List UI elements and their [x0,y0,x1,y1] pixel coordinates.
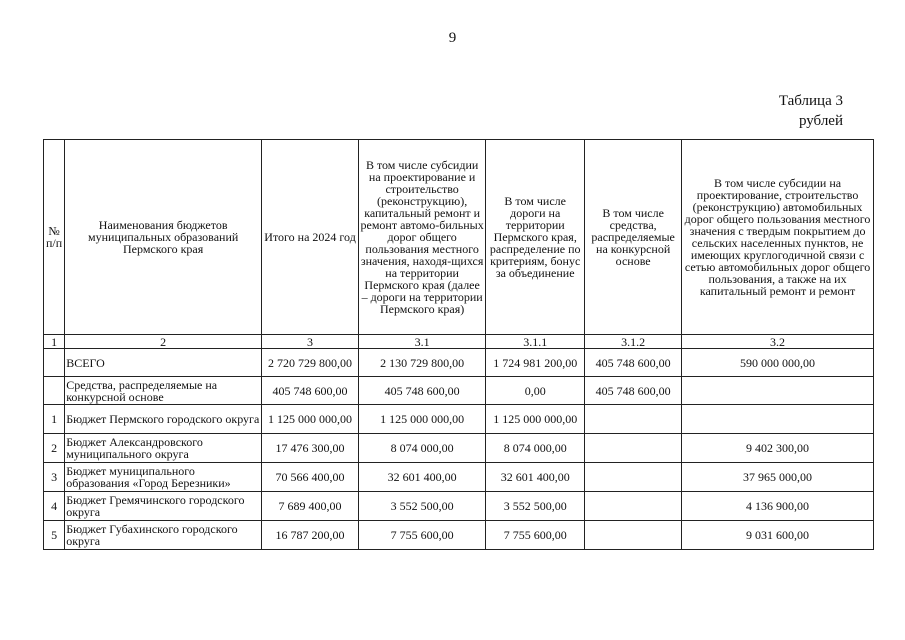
cell-3-2: 37 965 000,00 [682,463,874,492]
table-row [44,521,874,550]
subsidy-table [43,139,874,550]
page-number: 9 [448,30,457,46]
column-number: 1 [44,335,65,349]
cell-3-2: 4 136 900,00 [682,492,874,521]
header-row [44,140,874,335]
header-number: № п/п [44,140,65,335]
cell-3-1: 32 601 400,00 [359,463,486,492]
header-criteria-distribution: В том числе дороги на территории Пермского края, распределение по критериям, бонус за объединение [486,140,585,335]
cell-3-1-2 [585,405,682,434]
header-subsidies-roads: В том числе субсидии на проектирование и строительство (реконструкцию), капитальный ремонт и ремонт автомо-бильных дорог общего пользования местного значения, находя-щихся на территории Пермского края (далее – дороги на территории Пермского края) [359,140,486,335]
header-competitive: В том числе средства, распределяемые на конкурсной основе [585,140,682,335]
row-number: 1 [44,405,65,434]
cell-3-1: 8 074 000,00 [359,434,486,463]
cell-total: 16 787 200,00 [262,521,359,550]
cell-3-1-1: 1 724 981 200,00 [486,349,585,377]
cell-3-1-1: 8 074 000,00 [486,434,585,463]
cell-3-1-1: 1 125 000 000,00 [486,405,585,434]
column-number: 3.1.1 [486,335,585,349]
column-number: 3 [262,335,359,349]
cell-total: 2 720 729 800,00 [262,349,359,377]
row-name: Бюджет Губахинского городского округа [65,521,262,550]
table-row [44,492,874,521]
header-budget-name: Наименования бюджетов муниципальных образований Пермского края [65,140,262,335]
row-number [44,349,65,377]
table-row [44,434,874,463]
cell-3-2: 9 031 600,00 [682,521,874,550]
header-rural-roads: В том числе субсидии на проектирование, строительство (реконструкцию) автомобильных дорог общего пользования местного значения с твердым покрытием до сельских населенных пунктов, не имеющих круглогодичной связи с сетью автомобильных дорог общего пользования, а также на их капитальный ремонт и ремонт [682,140,874,335]
row-name: Средства, распределяемые на конкурсной основе [65,377,262,405]
cell-3-1-2: 405 748 600,00 [585,377,682,405]
cell-3-1-2 [585,434,682,463]
cell-3-1-2 [585,492,682,521]
row-number [44,377,65,405]
cell-3-1: 1 125 000 000,00 [359,405,486,434]
cell-3-2 [682,405,874,434]
column-number: 2 [65,335,262,349]
cell-total: 1 125 000 000,00 [262,405,359,434]
column-number: 3.1 [359,335,486,349]
row-name: Бюджет муниципального образования «Город Березники» [65,463,262,492]
row-number: 3 [44,463,65,492]
cell-total: 70 566 400,00 [262,463,359,492]
table-row-total [44,349,874,377]
row-name: Бюджет Александровского муниципального округа [65,434,262,463]
column-number: 3.2 [682,335,874,349]
table-label: Таблица 3 [778,93,843,109]
cell-total: 405 748 600,00 [262,377,359,405]
cell-3-1-1: 0,00 [486,377,585,405]
cell-3-1: 2 130 729 800,00 [359,349,486,377]
column-number: 3.1.2 [585,335,682,349]
table-row [44,463,874,492]
cell-3-1-2 [585,521,682,550]
cell-3-1: 7 755 600,00 [359,521,486,550]
cell-total: 7 689 400,00 [262,492,359,521]
cell-3-1: 3 552 500,00 [359,492,486,521]
cell-3-2: 9 402 300,00 [682,434,874,463]
table-row-competitive [44,377,874,405]
row-number: 5 [44,521,65,550]
row-name: Бюджет Гремячинского городского округа [65,492,262,521]
table-row [44,405,874,434]
row-number: 4 [44,492,65,521]
row-number: 2 [44,434,65,463]
cell-3-1-1: 3 552 500,00 [486,492,585,521]
header-total: Итого на 2024 год [262,140,359,335]
cell-3-1-2: 405 748 600,00 [585,349,682,377]
cell-3-1-1: 7 755 600,00 [486,521,585,550]
row-name: Бюджет Пермского городского округа [65,405,262,434]
cell-total: 17 476 300,00 [262,434,359,463]
cell-3-1-1: 32 601 400,00 [486,463,585,492]
cell-3-2 [682,377,874,405]
column-number-row [44,335,874,349]
cell-3-1: 405 748 600,00 [359,377,486,405]
cell-3-2: 590 000 000,00 [682,349,874,377]
row-name: ВСЕГО [65,349,262,377]
units-label: рублей [798,113,843,129]
cell-3-1-2 [585,463,682,492]
